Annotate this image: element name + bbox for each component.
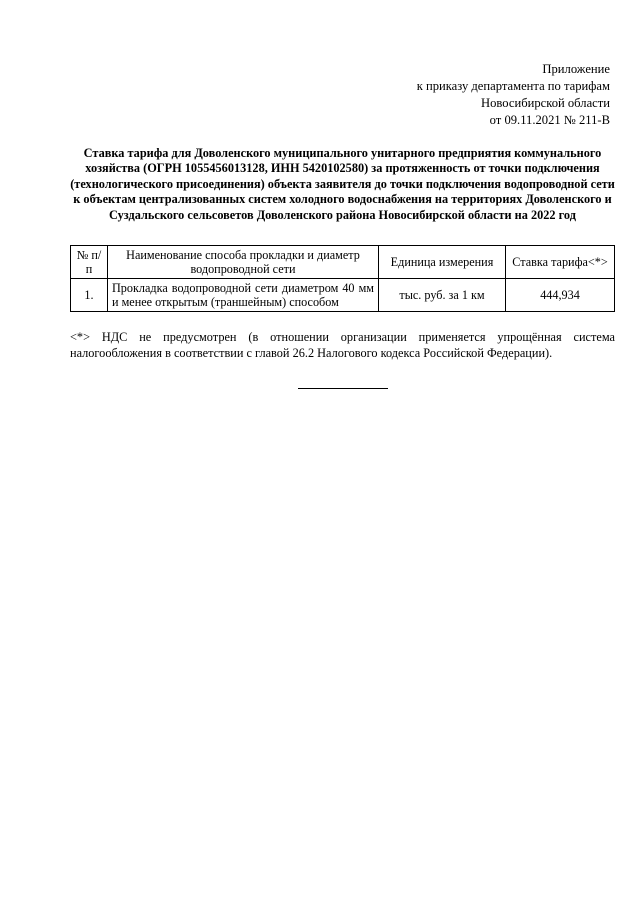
header-name: Наименование способа прокладки и диаметр водопроводной сети [108,246,379,279]
appendix-date-number: от 09.11.2021 № 211-В [489,113,610,127]
appendix-line: Новосибирской области [481,96,610,110]
appendix-block [417,61,610,129]
table-row [71,279,615,312]
end-divider [298,388,388,389]
row-rate: 444,934 [506,279,615,312]
row-num: 1. [71,279,108,312]
table-header-row [71,246,615,279]
header-num: № п/п [71,246,108,279]
footnote: <*> НДС не предусмотрен (в отношении организации применяется упрощённая система налогообложения в соответствии с главой 26.2 Налогового кодекса Российской Федерации). [70,330,615,360]
header-unit: Единица измерения [379,246,506,279]
appendix-line: Приложение [542,62,610,76]
appendix-line: к приказу департамента по тарифам [416,79,610,93]
header-rate: Ставка тарифа<*> [506,246,615,279]
tariff-table [70,245,615,312]
row-name: Прокладка водопроводной сети диаметром 40 мм и менее открытым (траншейным) способом [108,279,379,312]
document-title: Ставка тарифа для Доволенского муниципального унитарного предприятия коммунального хозяйства (ОГРН 1055456013128, ИНН 5420102580) за протяженность от точки подключения (технологического присоединения) объекта заявителя до точки подключения водопроводной сети к объектам централизованных систем холодного водоснабжения на территориях Доволенского и Суздальского сельсоветов Доволенского района Новосибирской области на 2022 год [70,146,615,222]
row-unit: тыс. руб. за 1 км [379,279,506,312]
